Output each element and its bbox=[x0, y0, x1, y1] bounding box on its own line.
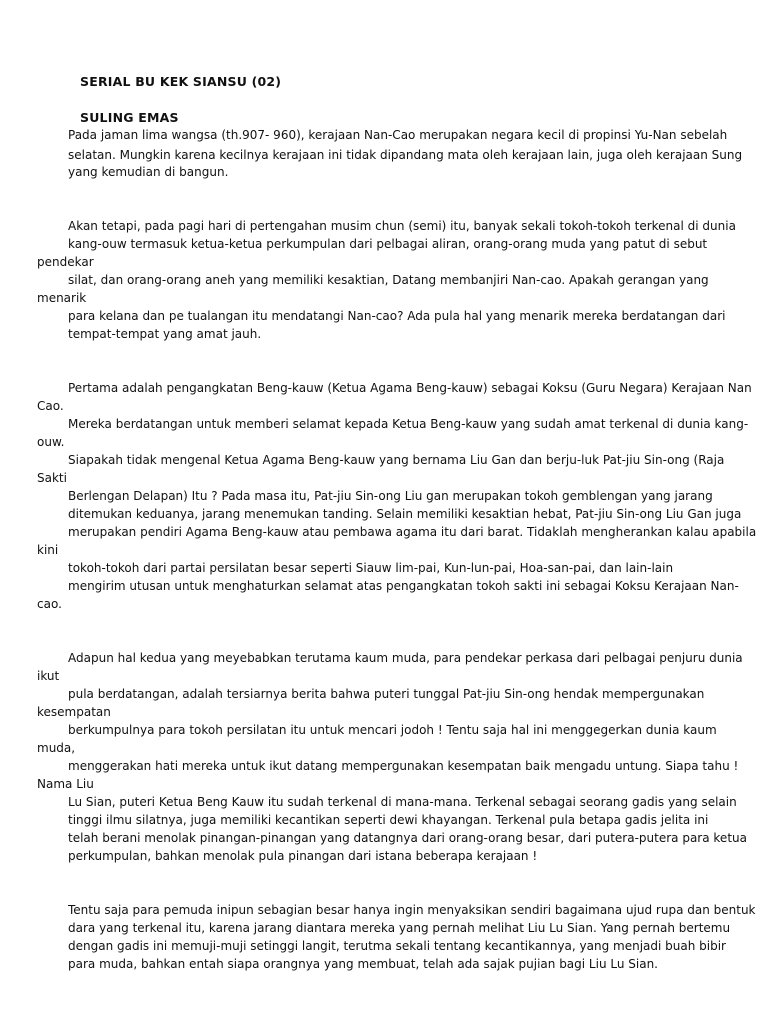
paragraph-5-line: para muda, bahkan entah siapa orangnya yang membuat, telah ada sajak pujian bagi Liu Lu Sian. bbox=[68, 957, 658, 971]
paragraph-4-line: telah berani menolak pinangan-pinangan yang datangnya dari orang-orang besar, dari putera-putera para ketua bbox=[68, 831, 747, 845]
paragraph-2-line: menarik bbox=[37, 291, 87, 305]
paragraph-2-line: pendekar bbox=[37, 255, 94, 269]
paragraph-5-line: Tentu saja para pemuda inipun sebagian besar hanya ingin menyaksikan sendiri bagaimana ujud rupa dan bentuk bbox=[68, 903, 756, 917]
paragraph-3-line: Mereka berdatangan untuk memberi selamat kepada Ketua Beng-kauw yang sudah amat terkenal di dunia kang- bbox=[68, 417, 749, 431]
paragraph-2-line: kang-ouw termasuk ketua-ketua perkumpulan dari pelbagai aliran, orang-orang muda yang patut di sebut bbox=[68, 237, 708, 251]
paragraph-4-line: tinggi ilmu silatnya, juga memiliki kecantikan seperti dewi khayangan. Terkenal pula betapa gadis jelita ini bbox=[68, 813, 709, 827]
paragraph-3-line: Pertama adalah pengangkatan Beng-kauw (Ketua Agama Beng-kauw) sebagai Koksu (Guru Negara) Kerajaan Nan bbox=[68, 381, 752, 395]
paragraph-5-line: dengan gadis ini memuji-muji setinggi langit, terutma sekali tentang kecantikannya, yang menjadi buah bibir bbox=[68, 939, 726, 953]
paragraph-5-line: dara yang terkenal itu, karena jarang diantara mereka yang pernah melihat Liu Lu Sian. Yang pernah bertemu bbox=[68, 921, 731, 935]
serial-title: SERIAL BU KEK SIANSU (02) bbox=[80, 74, 282, 89]
paragraph-3-line: Sakti bbox=[37, 471, 67, 485]
paragraph-4-line: pula berdatangan, adalah tersiarnya berita bahwa puteri tunggal Pat-jiu Sin-ong hendak mempergunakan bbox=[68, 687, 705, 701]
paragraph-3-line: merupakan pendiri Agama Beng-kauw atau pembawa agama itu dari barat. Tidaklah mengherankan kalau apabila bbox=[68, 525, 757, 539]
paragraph-1-line: selatan. Mungkin karena kecilnya kerajaan ini tidak dipandang mata oleh kerajaan lain, juga oleh kerajaan Sung bbox=[68, 148, 743, 162]
paragraph-2-line: silat, dan orang-orang aneh yang memiliki kesaktian, Datang membanjiri Nan-cao. Apakah gerangan yang bbox=[68, 273, 709, 287]
paragraph-2-line: para kelana dan pe tualangan itu mendatangi Nan-cao? Ada pula hal yang menarik mereka berdatangan dari bbox=[68, 309, 726, 323]
paragraph-4-line: Adapun hal kedua yang meyebabkan terutama kaum muda, para pendekar perkasa dari pelbagai penjuru dunia bbox=[68, 651, 743, 665]
paragraph-3-line: Siapakah tidak mengenal Ketua Agama Beng-kauw yang bernama Liu Gan dan berju-luk Pat-jiu Sin-ong (Raja bbox=[68, 453, 725, 467]
paragraph-2-line: Akan tetapi, pada pagi hari di pertengahan musim chun (semi) itu, banyak sekali tokoh-tokoh terkenal di dunia bbox=[68, 219, 736, 233]
paragraph-3-line: kini bbox=[37, 543, 59, 557]
paragraph-4-line: ikut bbox=[37, 669, 60, 683]
paragraph-3-line: Berlengan Delapan) Itu ? Pada masa itu, Pat-jiu Sin-ong Liu gan merupakan tokoh gemblengan yang jarang bbox=[68, 489, 713, 503]
paragraph-2-line: tempat-tempat yang amat jauh. bbox=[68, 327, 262, 341]
paragraph-4-line: berkumpulnya para tokoh persilatan itu untuk mencari jodoh ! Tentu saja hal ini menggegerkan dunia kaum bbox=[68, 723, 717, 737]
paragraph-1-line: Pada jaman lima wangsa (th.907- 960), kerajaan Nan-Cao merupakan negara kecil di propinsi Yu-Nan sebelah bbox=[68, 128, 728, 142]
paragraph-4-line: Nama Liu bbox=[37, 777, 94, 791]
paragraph-3-line: tokoh-tokoh dari partai persilatan besar seperti Siauw lim-pai, Kun-lun-pai, Hoa-san-pai, dan lain-lain bbox=[68, 561, 674, 575]
paragraph-4-line: menggerakan hati mereka untuk ikut datang mempergunakan kesempatan baik mengadu untung. Siapa tahu ! bbox=[68, 759, 739, 773]
paragraph-3-line: ouw. bbox=[37, 435, 65, 449]
paragraph-1-line: yang kemudian di bangun. bbox=[68, 165, 229, 179]
book-title: SULING EMAS bbox=[80, 110, 179, 125]
paragraph-3-line: mengirim utusan untuk menghaturkan selamat atas pengangkatan tokoh sakti ini sebagai Koksu Kerajaan Nan- bbox=[68, 579, 739, 593]
paragraph-3-line: cao. bbox=[37, 597, 62, 611]
paragraph-4-line: kesempatan bbox=[37, 705, 111, 719]
paragraph-3-line: Cao. bbox=[37, 399, 64, 413]
paragraph-4-line: muda, bbox=[37, 741, 76, 755]
paragraph-4-line: perkumpulan, bahkan menolak pula pinangan dari istana beberapa kerajaan ! bbox=[68, 849, 538, 863]
paragraph-3-line: ditemukan keduanya, jarang menemukan tanding. Selain memiliki kesaktian hebat, Pat-jiu Sin-ong Liu Gan juga bbox=[68, 507, 742, 521]
paragraph-4-line: Lu Sian, puteri Ketua Beng Kauw itu sudah terkenal di mana-mana. Terkenal sebagai seorang gadis yang selain bbox=[68, 795, 737, 809]
